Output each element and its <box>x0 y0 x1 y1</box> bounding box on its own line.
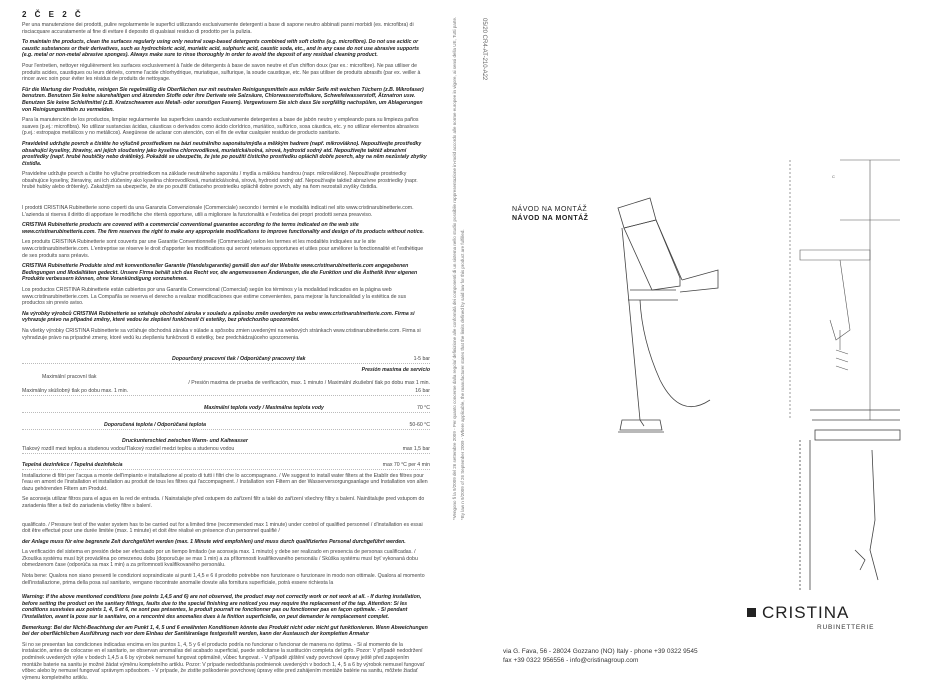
qualified-paragraph: der Anlage muss für eine begrenzte Zeit durchgeführt werden (max. 1 Minute wird empfohlen) und muss durch qualifiziertes Personal durchgeführt werden. <box>22 538 406 545</box>
vertical-note: *Vengono fi la 9/2009 del 26 settembre 2009 - Per quanto concerne dalla regola/ definizione alle conformità dei componenti di un sistema nello studio possibile rappresentazione in-mold accordo alle norme europee in vigore, ai sensi della UE, Tutti parte. <box>452 16 457 520</box>
warnings-paragraph: Warning: If the above mentioned conditions (see points 1,4,5 and 6) are not observed, the product may not correctly work or not work at all. - If during installation, before setting the product on the sanitary fittings, faults due to the special finishing are noticed you may require the replacement of the tap. Attention: Si les conditions susvisées aux points 1, 4, 5 et 6, ne sont pas présentes, le produit pourrait ne fonctionner pas ou fonctionner pas en façon optimale. - Si pendant l'installation, avant la pose sur le sanitaire, on a rencontré des anomalies dues à la finition superficielle, on peut demander le remplacement complet. <box>22 594 422 621</box>
brand-logo: CRISTINA <box>762 603 850 622</box>
warranty-paragraph: Les produits CRISTINA Rubinetterie sont couverts par une Garantie Conventionnelle (Commerciale) selon les termes et les modalités indiquées sur le site www.cristinarubinetterie.com. L'entreprise se réserve le droit d'apporter les modifications qui seront retenues opportunes et utiles pour améliorer la fonctionnalité et l'esthétique de ses produits sans préavis. <box>22 239 424 259</box>
cleaning-paragraph: Für die Wartung der Produkte, reinigen Sie regelmäßig die Oberflächen nur mit neutralen Reinigungsmitteln aus milder Seife mit weichen Tüchern (z.B. Mikrofaser) benutzen. Benutzen Sie keine säurehaltigen und ätzenden Stoffe oder ihre Derivate wie Salzsäure, Chlorwasserstoffsäure, Schwefelwasserstoff, Ätznatron usw. Benutzen Sie keine Schleifmittel (z.B. Kratzschwamm aus Metall- oder sonstigen Fasern). Vergewissern Sie sich dass Sie sorgfältig nachspülen, um Ablagerungen von Reinigungsmitteln zu vermeiden. <box>22 86 424 113</box>
faucet-technical-drawing <box>600 120 920 600</box>
qualified-paragraph: La verificación del sistema en presión debe ser efectuado por un tiempo limitado (se aconseja max. 1 minuto) y debe ser realizado en presencia de personas cualificadas. / Zkouška systému musí být prováděna po omezenou dobu (doporučuje se max 1 min) a za přítomnosti kvalifikovaného personálu / Skúška systému musí byť vykonaná dobu obmedzenom čase (odporúča sa max 1 min) a za prítomnosti kvalifikovaného personálu. <box>22 549 418 569</box>
spec-row-diff: Tlakový rozdíl mezi teplou a studenou vodou/Tlakový rozdiel medzi teplou a studenou vodou max 1,5 bar <box>22 445 430 452</box>
warranty-paragraph: Na výrobky výrobců CRISTINA Rubinetterie se vztahuje obchodní záruka v souladu a způsobu změn uvedeným na webu www.cristinarubinetterie.com. Firma si vyhrazuje právo na případné změny, které vedou ke zlepšení funkčnosti či estetiky, bez předchozího upozornění. <box>22 310 415 324</box>
warranty-paragraph: CRISTINA Rubinetterie Produkte sind mit konventioneller Garantie (Handelsgarantie) gemäß den auf der Website www.cristinarubinetterie.com angegebenen Bedingungen und Modalitäten gedeckt. Unsere Firma behält sich das Recht vor, die angemessenen Änderungen, die die Funktion und die Ästhetik ihrer eigenen Produkte verbessern können, ohne Vorankündigung vorzunehmen. <box>22 263 418 283</box>
document-code: 05/20 CR4-AT-210-A22 <box>481 18 487 81</box>
logo-square-icon <box>747 608 756 617</box>
spec-row-temp-rec: Doporučená teplota / Odporúčaná teplota 50-60 °C <box>22 422 430 430</box>
faucet-side-view <box>790 160 900 420</box>
warranty-paragraph: CRISTINA Rubinetterie products are covered with a commercial conventional guarantee according to the terms indicated on the web site www.cristinarubinetterie.com. The firm reserves the right to make any appropriate modifications to improve functionality and design of its products without notice. <box>22 222 424 235</box>
qualified-paragraph: qualificato. / Pressure test of the water system has to be carried out for a limited time (recommended max 1 minute) under control of qualified personnel / d'installation es essai doit être effectué pour une durée limitée (max. 1 minute) et doit être réalisé en présence d'un personnel qualifié / <box>22 521 423 535</box>
cleaning-paragraph: Per una manutenzione dei prodotti, pulire regolarmente le superfici utilizzando esclusivamente detergenti a base di sapone neutro abbinati panni morbidi (es. microfibra) di risciacquare accuratamente al fine di evitare il deposito di qualsiasi residuo di prodotto per la pulizia. <box>22 22 414 35</box>
warnings-section <box>22 594 430 681</box>
cleaning-paragraph: To maintain the products, clean the surfaces regularly using only neutral soap-based detergents combined with soft cloths (e.g. microfibre). Do not use acidic or caustic substances or their derivatives, such as hydrochloric acid, muriatic acid, sulphuric acid, caustic soda, etc., and in any case do not use abrasive supports (e.g. metal or non-metal abrasive sponges). Always make sure to rinse thoroughly in order to avoid the deposit of any residual cleaning product. <box>22 39 419 59</box>
warranty-paragraph: Na všetky výrobky CRISTINA Rubinetterie sa vzťahuje obchodná záruka v súlade a spôsobu zmien uvedenými na webových stránkach www.cristinarubinetterie.com. Firma si vyhradzuje právo na prípadné zmeny, ktoré vedú ku zlepšeniu funkčnosti či estetiky, bez predchádzajúceho upozornenia. <box>22 327 421 341</box>
warranty-paragraph: I prodotti CRISTINA Rubinetterie sono coperti da una Garanzia Convenzionale (Commerciale) secondo i termini e le modalità indicati nel sito www.cristinarubinetterie.com. L'azienda si riserva il diritto di apportare le modifiche che riterrà opportune, utili a migliorare la funzionalità e l'estetica dei propri prodotti senza preavviso. <box>22 205 414 218</box>
spec-row-temp-max: Maximální teplota vody / Maximálna teplota vody 70 °C <box>22 405 430 413</box>
faucet-lower-view <box>800 410 900 590</box>
company-address: via G. Fava, 56 - 28024 Gozzano (NO) Italy - phone +39 0322 9545 <box>503 648 698 655</box>
warnings-paragraph: Bemerkung: Bei der Nicht-Beachtung der am Punkt 1, 4, 5 und 6 erwähnten Konditionen könnte das Produkt nicht oder nicht gut funktionieren. Wenn Abweichungen bei der oberflächlichen Ausführung nach vor dem Einbau der Sanitäranlage festgestellt werden, kann der Austausch der kompletten Armatur <box>22 624 428 638</box>
brand-logo-subtext: RUBINETTERIE <box>817 624 875 631</box>
vertical-note-2: *By law n 9/2009 of 26 September 2009 - Where applicable, the manufacturer states that the limits defined by said law for this product are fulfilled. <box>460 229 465 520</box>
left-column <box>22 10 430 685</box>
warnings-paragraph: Si no se presentan las condiciones indicadas encima en los puntos 1, 4, 5 y 6 el producto podría no funcionar o funcionar de manera no óptima. - Si al momento de la instalación, antes de colocarse en el sanitario, se observan anomalías del acabado superficial, puede solicitarse la sustitución completa del grifo. Pozor: V případě nedodržení podmínek uvedených výše v bodech 1,4,5 a 6 by výrobek nemusel fungovat optimálně, vůbec fungovat. - V případě zjištění vady povrchové úpravy ještě před zapojením montáže baterie na sanitu je možné žádat výměnu kompletního artiklu. Pozor: V prípade nedodržania podmienok uvedených v bodoch 1, 4, 5 a 6 by výrobok nemusel fungovať vôbec alebo by nemusel fungovať správnym spôsobom. - V prípade, že zistíte poškodenie povrchovej úpravy ešte pred zahájením montáže batérie na sanitu, môžete žiadať výmenu kompletného artiklu. <box>22 641 425 681</box>
spec-max-pressure-cz: Maximální pracovní tlak <box>42 373 97 380</box>
filters-paragraph: Se aconseja utilizar filtros para el agua en la red de entrada. / Nainstalujte před ostupem do zařízení filtr a také do zařízení všechny filtry s balení. Nainštalujte pred vstupom do zariadenia filter a tiež do zariadenia všetky filtre s balení. <box>22 496 425 509</box>
instructions-title-bold: NÁVOD NA MONTÁŽ <box>512 215 589 222</box>
cleaning-paragraph: Pravidelne udržujte povrch a čistite ho výlučne prostriedkom na základe neutrálneho saponátu / mydla a mäkkou handrou (napr. mikrovlákno). Nepoužívajte prostriedky obsahujúce kyseliny, žieraviny, ani ich zlúčeniny ako kyselina chlorovodíková, muriatická/solná, sírová, hydroxid sodný atď. Nepoužívajte taktiež abrazívne prostriedky (napr. hrubé hubky alebo drôtenky). Zakaždým sa ubezpečte, že ste po použití čistiaceho prostriedku opláchli dobre povrch, aby na ňom nezostali zvyšky čistidla. <box>22 171 418 191</box>
spec-max-pressure: Presión maxima de servicio <box>361 367 430 374</box>
warranty-paragraph: Los productos CRISTINA Rubinetterie están cubiertos por una Garantía Convencional (Comercial) según los términos y la modalidad indicados en la página web www.cristinarubinetterie.com. La Compañía se reserva el derecho a realizar modificaciones que estime convenientes, para mejorar la funcionalidad y la estética de sus productos sin previo aviso. <box>22 287 407 307</box>
specs-section <box>22 356 430 469</box>
warranty-section <box>22 205 430 341</box>
svg-text:C: C <box>832 174 835 179</box>
faucet-large-drawing <box>618 198 718 432</box>
cleaning-paragraph: Pour l'entretien, nettoyer régulièrement les surfaces exclusivement à l'aide de détergents à base de savon neutre et d'un chiffon doux (par ex.: microfibre). Ne pas utiliser de produits acides, caustiques ou leurs dérivés, comme l'acide chlorhydrique, muriatique, sulfurique, la soude caustique, etc. Ne pas utiliser de produits abrasifs (par ex. veiller à rincer avec soin pour éviter les résidus de produits de nettoyage. <box>22 62 421 83</box>
spec-diff-label: Druckunterschied zwischen Warm- und Kaltwasser <box>122 437 248 444</box>
qualified-section <box>22 522 430 587</box>
company-contact: fax +39 0322 956556 - info@cristinagroup.com <box>503 657 639 664</box>
section-header: 2 Č E 2 Č <box>22 10 84 19</box>
spec-row-test-pressure: Maximálny skúšobný tlak po dobu max. 1 min. 16 bar <box>22 387 430 394</box>
instructions-title: NÁVOD NA MONTÁŽ <box>512 206 588 213</box>
spec-row-disinfect: Tepelná dezinfekce / Tepelná dezinfekcia max 70 °C per 4 min <box>22 461 430 468</box>
spec-test-pressure: / Presión maxima de prueba de verificación, max. 1 minuto / Maximální zkušební tlak po dobu max 1 min. <box>188 380 430 387</box>
cleaning-paragraph: Pravidelně udržujte povrch a čistěte ho výlučně prostředkem na bázi neutrálního saponátu/mýdla a měkkým hadrem (např. mikrovlákno). Nepoužívejte prostředky obsahující kyseliny, žíraviny, ani jejich sloučeniny jako kyselina chlorovodíková, muriatická/solná, sírová, hydroxid sodný atd. Nepoužívejte taktéž abrazivní prostředky (např. hrubé houbičky nebo drátěnky). Pokaždé se ubezpečte, že jste po použití čisticího prostředku opláchli dobře povrch, aby na něm nezůstaly zbytky čistidla. <box>22 140 427 167</box>
filters-paragraph: Installazione di filtri per l'acqua a monte dell'impianto e installazione al posto di tutti i filtri che lo accompagnano. / We suggest to install water filters at the Etablir des filtres pour l'eau en amont de l'installation et installation au produit de tous les filtres qui l'accompagnent. / Installation von Filtern an der Wasserversorgungsanlage und Installation von allen dazu gehörenden Filtern am Produkt. <box>22 472 428 492</box>
qualified-paragraph: Nota bene: Qualora non siano presenti le condizioni sopraindicate ai punti 1,4,5 e 6 il prodotto potrebbe non funzionare o funzionare in modo non ottimale. Qualora al momento dell'installazione, prima della posa sul sanitario, vengano riscontrate anomalie dovute alla fornitura superficiale, potrà essere richiesta la <box>22 573 425 586</box>
cleaning-section <box>22 22 430 191</box>
spec-row-pressure: Dopourčený pracovní tlak / Odporúčaný pracovný tlak 1-5 bar <box>22 356 430 364</box>
cleaning-paragraph: Para la manutención de los productos, limpiar regularmente las superficies usando exclusivamente detergentes a base de jabón neutro y empleando para su limpieza paños suaves (p.ej.: microfibra). No utilizar sustancias ácidas, cáusticas o derivados como ácido clorídrico, muriático, sulfúrico, sosa cáustica, etc. y no utilizar elementos abrasivos (p.ej.: estropajos metálicos y no metálicos). Asegúrese de aclarar con atención, con el fin de evitar cualquier residuo de producto sanitario. <box>22 117 419 137</box>
filters-section <box>22 473 430 510</box>
